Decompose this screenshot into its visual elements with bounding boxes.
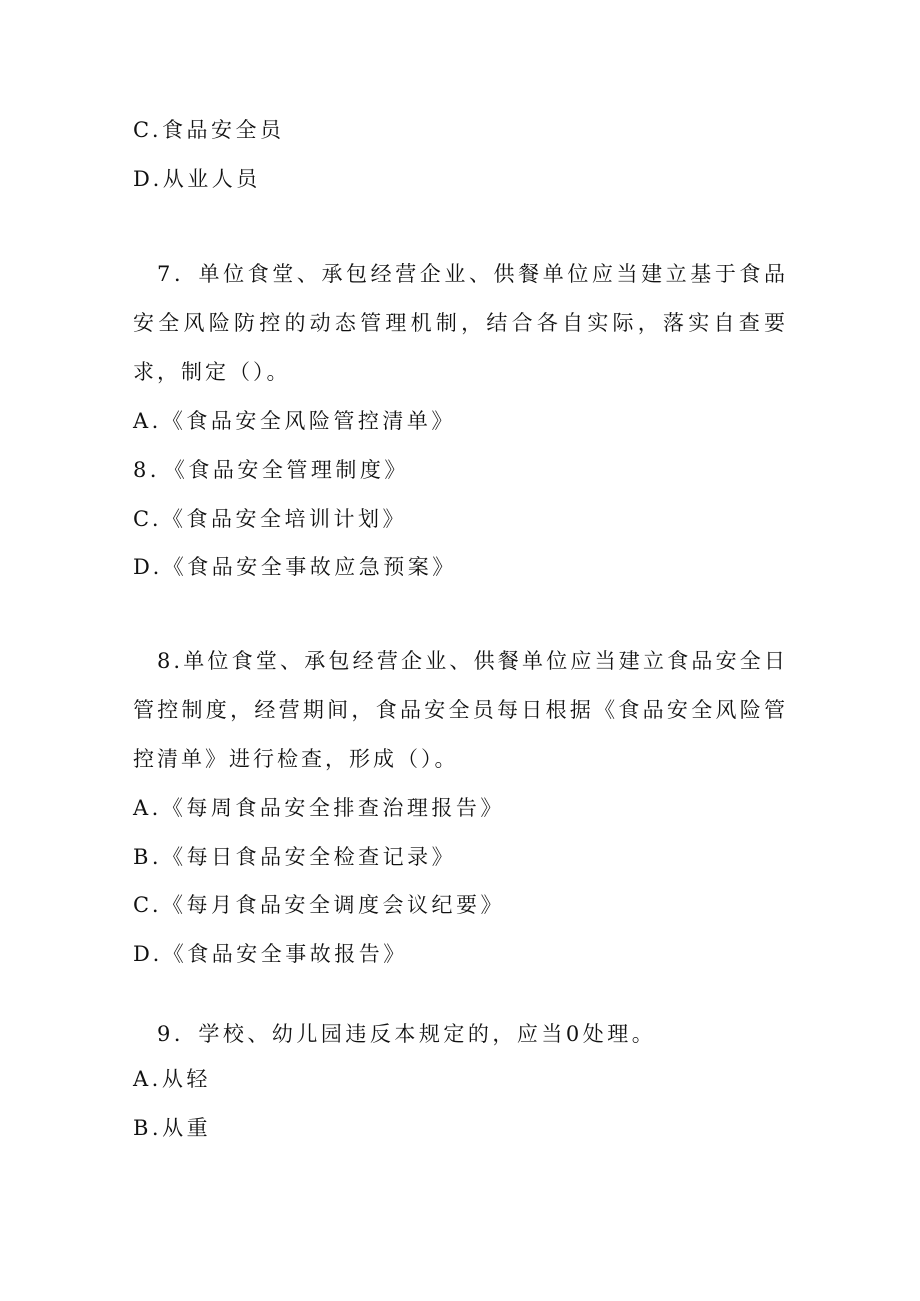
question-7-option-c: C.《食品安全培训计划》 [133, 507, 407, 531]
question-9-option-b: B.从重 [133, 1116, 212, 1140]
question-8-stem: 8.单位食堂、承包经营企业、供餐单位应当建立食品安全日管控制度，经营期间，食品安全员每日根据《食品安全风险管控清单》进行检查，形成（）。 [133, 649, 788, 771]
question-8-option-a: A.《每周食品安全排查治理报告》 [133, 796, 505, 820]
question-8-option-d: D.《食品安全事故报告》 [133, 942, 408, 966]
question-7-option-a: A.《食品安全风险管控清单》 [133, 409, 456, 433]
question-9-option-a: A.从轻 [133, 1067, 211, 1091]
question-8-option-b: B.《每日食品安全检查记录》 [133, 845, 457, 869]
question-7-stem: 7．单位食堂、承包经营企业、供餐单位应当建立基于食品安全风险防控的动态管理机制，结合各自实际，落实自查要求，制定（）。 [133, 262, 788, 384]
question-9-stem: 9．学校、幼儿园违反本规定的，应当0处理。 [157, 1022, 657, 1046]
question-6-option-c: C.食品安全员 [133, 118, 285, 142]
question-7-option-b: 8．《食品安全管理制度》 [133, 458, 409, 482]
question-7-option-d: D.《食品安全事故应急预案》 [133, 555, 457, 579]
question-6-option-d: D.从业人员 [133, 167, 261, 191]
question-8-option-c: C.《每月食品安全调度会议纪要》 [133, 893, 505, 917]
